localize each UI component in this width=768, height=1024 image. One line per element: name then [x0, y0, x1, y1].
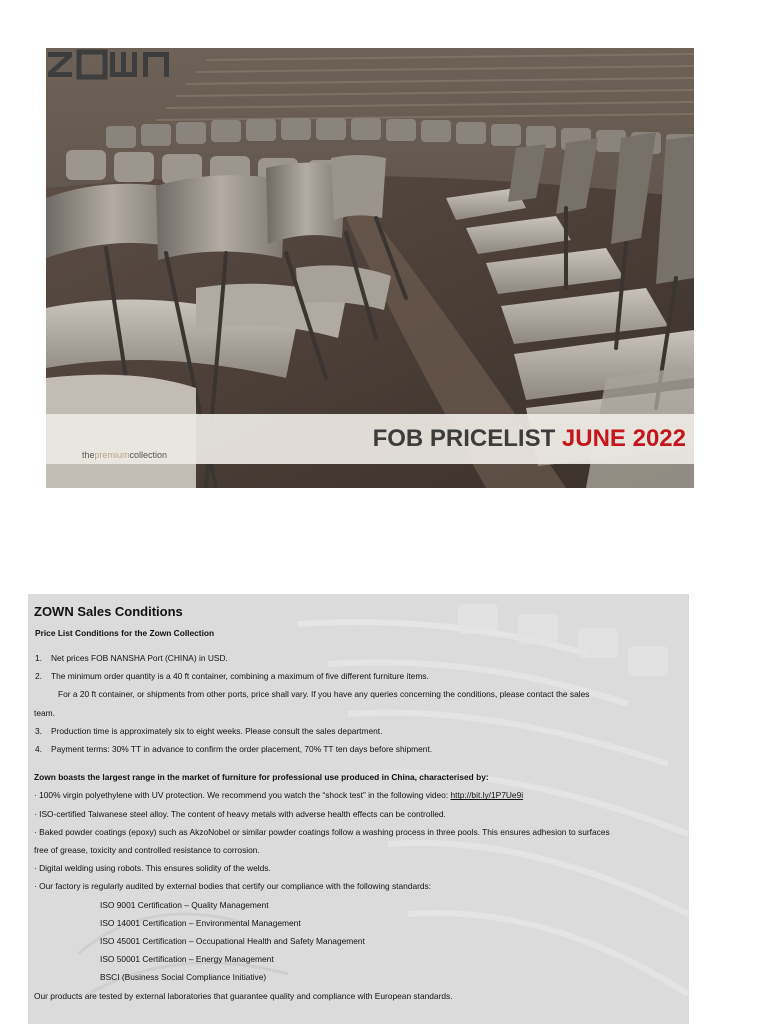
feature-item: · ISO-certified Taiwanese steel alloy. The content of heavy metals with adverse health effects can be controlled.	[34, 808, 446, 819]
pricelist-title-date: JUNE 2022	[561, 425, 686, 452]
sales-conditions-panel	[28, 594, 689, 1024]
condition-item: 2. The minimum order quantity is a 40 ft container, combining a maximum of five different furniture items.	[35, 671, 429, 682]
sales-conditions-subtitle: Price List Conditions for the Zown Collection	[35, 628, 215, 638]
condition-item: 4. Payment terms: 30% TT in advance to confirm the order placement, 70% TT ten days before shipment.	[35, 744, 433, 755]
certification-item: ISO 14001 Certification – Environmental Management	[100, 917, 301, 928]
brand-tagline: thepremiumcollection	[82, 450, 168, 460]
cover-photo	[46, 48, 694, 488]
sales-conditions-title: ZOWN Sales Conditions	[34, 604, 183, 619]
pricelist-title	[373, 425, 686, 453]
boast-heading: Zown boasts the largest range in the market of furniture for professional use produced in China, characterised by:	[34, 772, 489, 783]
footer-note: Our products are tested by external laboratories that guarantee quality and compliance with European standards.	[34, 990, 453, 1001]
feature-item: · Baked powder coatings (epoxy) such as AkzoNobel or similar powder coatings follow a washing process in three pools. This ensures adhesion to surfaces	[34, 826, 610, 837]
certification-item: BSCI (Business Social Compliance Initiative)	[100, 972, 267, 983]
certification-item: ISO 50001 Certification – Energy Management	[100, 954, 274, 965]
condition-item: 1. Net prices FOB NANSHA Port (CHINA) in USD.	[35, 653, 228, 663]
shock-test-video-link[interactable]: http://bit.ly/1P7Ue9i	[450, 790, 524, 801]
feature-item: · Our factory is regularly audited by external bodies that certify our compliance with the following standards:	[34, 881, 432, 892]
certification-item: ISO 45001 Certification – Occupational Health and Safety Management	[100, 936, 365, 947]
sales-conditions-text	[34, 604, 684, 1005]
condition-item-continued: team.	[34, 707, 55, 718]
zown-logo	[46, 48, 176, 98]
condition-item: 3. Production time is approximately six to eight weeks. Please consult the sales department.	[35, 725, 383, 736]
pricelist-title-main: FOB PRICELIST	[372, 425, 556, 452]
feature-item: · 100% virgin polyethylene with UV protection. We recommend you watch the “shock test” in the following video: http://bit.ly/1P7Ue9i	[34, 790, 524, 801]
feature-item-continued: free of grease, toxicity and controlled resistance to corrosion.	[34, 845, 260, 856]
condition-item-continued: For a 20 ft container, or shipments from other ports, price shall vary. If you have any queries concerning the conditions, please contact the sales	[58, 689, 590, 700]
certification-item: ISO 9001 Certification – Quality Management	[100, 899, 269, 910]
feature-item: · Digital welding using robots. This ensures solidity of the welds.	[34, 863, 271, 874]
